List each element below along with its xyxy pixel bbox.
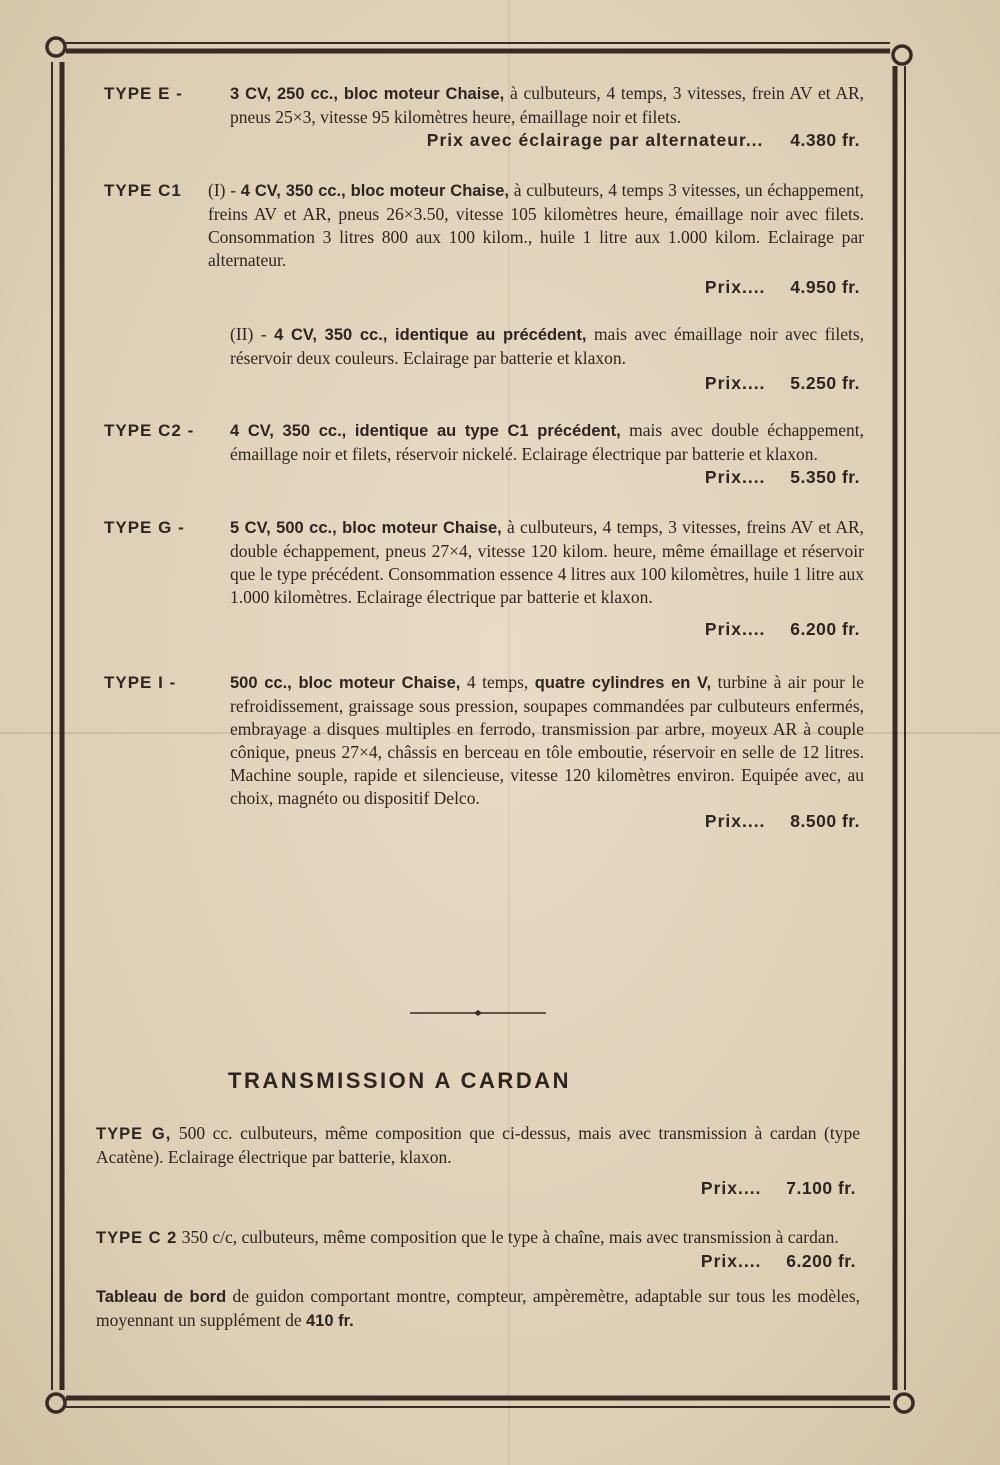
- price-label: Prix avec éclairage par alternateur...: [426, 130, 764, 150]
- entry-type-c2: [96, 419, 864, 489]
- entry-description: mais avec émaillage noir avec filets, réservoir deux couleurs. Eclairage par batterie et klaxon.: [230, 324, 865, 368]
- entry-spec: 4 CV, 350 cc., bloc moteur Chaise,: [240, 182, 510, 200]
- entry-label: TYPE C1: [104, 181, 182, 200]
- cardan-item-label: TYPE G,: [96, 1125, 172, 1143]
- price-value: 6.200 fr.: [790, 619, 860, 639]
- entry-description: turbine à air pour le refroidissement, graissage sous pression, soupapes commandées par culbuteurs enfermés, embrayage a disques multiples en ferrodo, transmission par arbre, moyeux AR à couple cônique, pneus 27×4, châssis en berceau en tôle emboutie, réservoir en selle de 12 litres. Machine souple, rapide et silencieuse, vitesse 120 kilomètres environ. Equipée avec, au choix, magnéto ou dispositif Delco.: [230, 672, 865, 808]
- price-label: Prix....: [704, 277, 766, 297]
- entry-spec: 3 CV, 250 cc., bloc moteur Chaise,: [230, 85, 505, 103]
- entry-label: TYPE C2 -: [104, 421, 195, 440]
- price-label: Prix....: [700, 1251, 762, 1271]
- entry-type-g: [96, 516, 864, 641]
- entry-description: à culbuteurs, 4 temps 3 vitesses, un échappement, freins AV et AR, pneus 26×3.50, vitesse 105 kilomètres heure, émaillage noir avec filets. Consommation 3 litres 800 aux 100 kilom., huile 1 litre aux 1.000 kilom. Eclairage par alternateur.: [208, 180, 865, 270]
- entry-description-a: 4 temps,: [466, 672, 529, 692]
- entry-type-c1-ii: [96, 323, 864, 395]
- cardan-item-type-g: [96, 1122, 860, 1200]
- price-label: Prix....: [704, 619, 766, 639]
- price-line: [96, 466, 864, 489]
- price-line: [96, 1177, 860, 1200]
- price-line: [96, 129, 864, 152]
- price-list: [96, 82, 864, 833]
- price-label: Prix....: [704, 373, 766, 393]
- price-line: [96, 372, 864, 395]
- dashboard-note: [96, 1285, 860, 1333]
- entry-description: mais avec double échappement, émaillage noir et filets, réservoir nickelé. Eclairage électrique par batterie et klaxon.: [230, 420, 864, 464]
- price-value: 4.950 fr.: [790, 277, 860, 297]
- price-value: 5.350 fr.: [790, 467, 860, 487]
- entry-type-c1-i: [96, 179, 864, 299]
- price-line: [96, 618, 864, 641]
- price-line: [96, 276, 864, 299]
- price-value: 5.250 fr.: [790, 373, 860, 393]
- entry-description: à culbuteurs, 4 temps, 3 vitesses, frein AV et AR, pneus 25×3, vitesse 95 kilomètres heure, émaillage noir et filets.: [230, 83, 865, 127]
- cardan-list: [96, 1122, 860, 1333]
- price-value: 4.380 fr.: [790, 130, 860, 150]
- cardan-item-label: TYPE C 2: [96, 1229, 178, 1247]
- entry-variant: (II) -: [230, 324, 267, 344]
- price-label: Prix....: [700, 1178, 762, 1198]
- entry-label: TYPE I -: [104, 673, 177, 692]
- entry-spec-b: quatre cylindres en V,: [534, 674, 712, 692]
- section-divider-ornament: [410, 1010, 546, 1016]
- entry-description: à culbuteurs, 4 temps, 3 vitesses, freins AV et AR, double échappement, pneus 27×4, vitesse 120 kilom. heure, même émaillage et réservoir que le type précédent. Consommation essence 4 litres aux 100 kilomètres, huile 1 litre aux 1.000 kilomètres. Eclairage électrique par batterie et klaxon.: [230, 517, 865, 607]
- price-value: 8.500 fr.: [790, 811, 860, 831]
- dashboard-amount: 410 fr.: [305, 1312, 354, 1330]
- entry-spec: 4 CV, 350 cc., identique au type C1 précédent,: [230, 422, 621, 440]
- entry-variant: (I) -: [208, 180, 237, 200]
- cardan-item-description: 350 c/c, culbuteurs, même composition que le type à chaîne, mais avec transmission à cardan.: [181, 1227, 839, 1247]
- entry-spec: 500 cc., bloc moteur Chaise,: [230, 674, 461, 692]
- entry-spec: 4 CV, 350 cc., identique au précédent,: [274, 326, 587, 344]
- cardan-item-type-c2: [96, 1226, 860, 1273]
- cardan-item-description: 500 cc. culbuteurs, même composition que ci-dessus, mais avec transmission à cardan (type Acatène). Eclairage électrique par batterie, klaxon.: [96, 1123, 860, 1167]
- entry-spec: 5 CV, 500 cc., bloc moteur Chaise,: [230, 519, 502, 537]
- entry-label: TYPE G -: [104, 518, 185, 537]
- price-value: 7.100 fr.: [786, 1178, 856, 1198]
- section-heading: TRANSMISSION A CARDAN: [228, 1068, 571, 1093]
- dashboard-description: de guidon comportant montre, compteur, ampèremètre, adaptable sur tous les modèles, moyennant un supplément de: [96, 1286, 861, 1330]
- price-label: Prix....: [704, 811, 766, 831]
- entry-type-i: [96, 671, 864, 833]
- entry-label: TYPE E -: [104, 84, 183, 103]
- dashboard-label: Tableau de bord: [96, 1288, 227, 1306]
- price-value: 6.200 fr.: [786, 1251, 856, 1271]
- price-line: [96, 810, 864, 833]
- entry-type-e: [96, 82, 864, 152]
- price-label: Prix....: [704, 467, 766, 487]
- price-line: [96, 1250, 860, 1273]
